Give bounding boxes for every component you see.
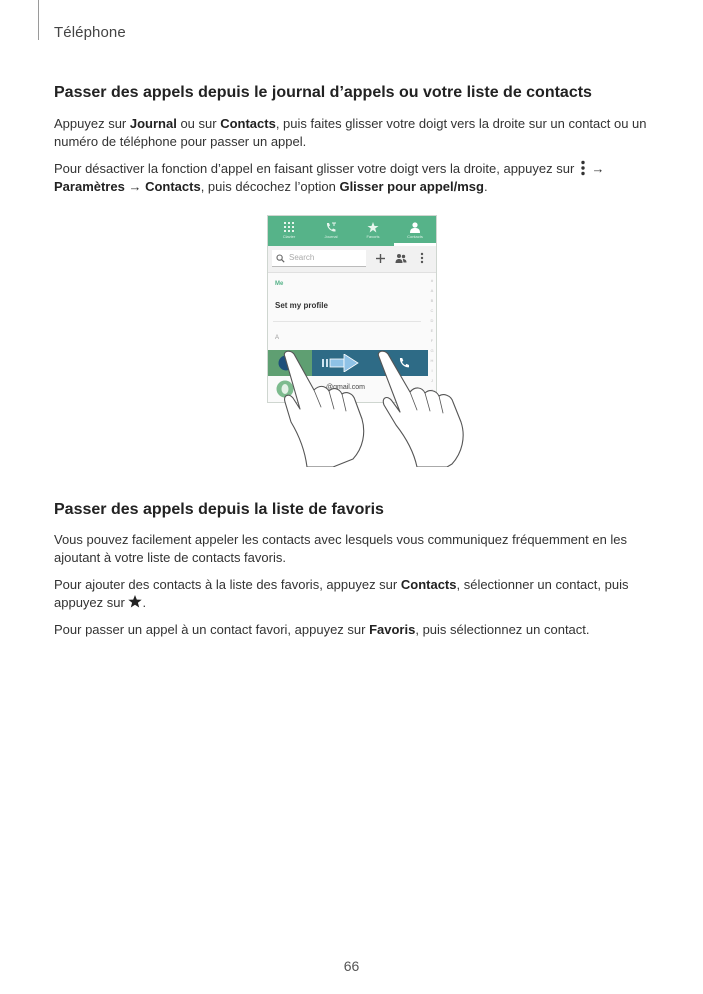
contacts-term-2: Contacts [145, 179, 201, 194]
favorites-term: Favoris [369, 622, 416, 637]
paragraph-call-favorite: Pour passer un appel à un contact favori, appuyez sur Favoris, puis sélectionnez un contact. [54, 622, 590, 637]
swipe-to-call-illustration [267, 215, 494, 467]
contacts-term: Contacts [220, 116, 276, 131]
star-icon [128, 595, 142, 608]
section-title-favorites: Passer des appels depuis la liste de favoris [54, 501, 384, 518]
swipe-option-term: Glisser pour appel/msg [339, 179, 484, 194]
chapter-title: Téléphone [54, 24, 126, 41]
section-title-journal: Passer des appels depuis le journal d’appels ou votre liste de contacts [54, 84, 592, 101]
right-hand-drawing [378, 351, 463, 467]
paragraph-add-favorite: Pour ajouter des contacts à la liste des favoris, appuyez sur Contacts, sélectionner un contact, puis appuyez sur . [54, 577, 629, 610]
alphabet-index[interactable]: # A B C D E F G H I J [430, 278, 434, 383]
tab-label: Favoris [366, 234, 380, 239]
paragraph-journal-intro: Appuyez sur Journal ou sur Contacts, puis faites glisser votre doigt vers la droite sur un contact ou un numéro de téléphone pour passer un appel. [54, 116, 647, 149]
settings-term: Paramètres [54, 179, 125, 194]
paragraph-disable-swipe: Pour désactiver la fonction d’appel en faisant glisser votre doigt vers la droite, appuyez sur → Paramètres → Contacts, puis décochez l’option Glisser pour appel/msg. [54, 161, 605, 194]
left-hand-drawing [284, 351, 366, 467]
hand-gesture-illustration [267, 215, 494, 467]
set-profile-item[interactable]: Set my profile [275, 301, 328, 310]
more-options-icon [580, 160, 586, 176]
margin-rule [38, 0, 39, 40]
page-number: 66 [343, 958, 360, 974]
paragraph-favorites-intro: Vous pouvez facilement appeler les contacts avec lesquels vous communiquez fréquemment en les ajoutant à votre liste de contacts favoris. [54, 532, 628, 565]
contact-email: @gmail.com [326, 384, 366, 391]
search-placeholder: Search [289, 253, 315, 262]
tab-label: Journal [324, 234, 338, 239]
contacts-term-3: Contacts [400, 577, 457, 592]
me-section-label: Me [275, 281, 284, 287]
journal-term: Journal [129, 116, 177, 131]
tab-label: Clavier [282, 234, 296, 239]
tab-label: Contacts [407, 234, 423, 239]
section-letter-a: A [275, 335, 280, 341]
